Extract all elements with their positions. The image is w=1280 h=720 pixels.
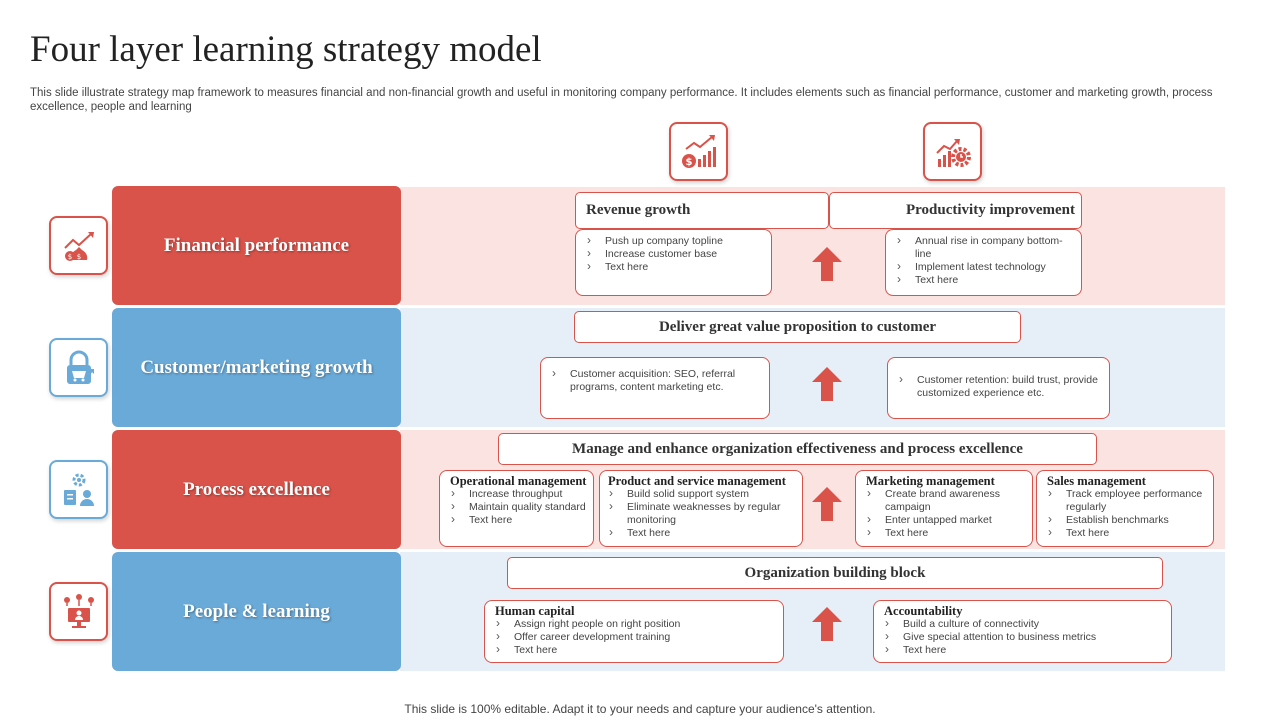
up-arrow-icon: [812, 607, 842, 641]
customer-value-header: Deliver great value proposition to customer: [574, 311, 1021, 343]
human-capital-box: [484, 600, 784, 663]
list-item: › Text here: [1047, 527, 1207, 540]
money-bag-growth-icon: [49, 216, 108, 275]
operational-management-box: [439, 470, 594, 547]
list-item: › Text here: [884, 644, 1163, 657]
list-item: › Text here: [495, 644, 775, 657]
up-arrow-icon: [812, 487, 842, 521]
layer-people-learning: People & learning: [112, 552, 401, 671]
list-item: › Enter untapped market: [866, 514, 1026, 527]
list-item: › Implement latest technology: [896, 261, 1071, 274]
organization-building-header: Organization building block: [507, 557, 1163, 589]
layer-financial-performance: Financial performance: [112, 186, 401, 305]
list-item: › Establish benchmarks: [1047, 514, 1207, 527]
box-title: Accountability: [884, 604, 963, 618]
list-item: › Eliminate weaknesses by regular monitoring: [608, 501, 796, 527]
sales-management-box: [1036, 470, 1214, 547]
list-item: › Text here: [586, 261, 761, 274]
process-team-icon: [49, 460, 108, 519]
box-title: Marketing management: [866, 474, 995, 488]
svg-text:$: $: [67, 252, 72, 261]
page-subtitle: This slide illustrate strategy map framework to measures financial and non-financial growth and useful in monitoring company performance. It includes elements such as financial performance, customer and marketing growth, process excellence, people and learning: [30, 87, 1213, 113]
list-item: › Push up company topline: [586, 235, 761, 248]
list-item: › Create brand awareness campaign: [866, 488, 1026, 514]
svg-text:$: $: [685, 156, 692, 168]
list-item: › Maintain quality standard: [450, 501, 587, 514]
locked-cart-icon: [49, 338, 108, 397]
revenue-growth-header: Revenue growth: [575, 192, 829, 229]
productivity-improvement-items: [885, 229, 1082, 296]
box-title: Sales management: [1047, 474, 1146, 488]
page-title: Four layer learning strategy model: [30, 29, 542, 70]
list-item: › Customer acquisition: SEO, referral programs, content marketing etc.: [551, 368, 759, 394]
list-item: › Track employee performance regularly: [1047, 488, 1207, 514]
up-arrow-icon: [812, 367, 842, 401]
list-item: › Text here: [896, 274, 1071, 287]
list-item: › Increase throughput: [450, 488, 587, 501]
list-item: › Build solid support system: [608, 488, 796, 501]
productivity-improvement-header: Productivity improvement: [829, 192, 1082, 229]
revenue-growth-icon: [669, 122, 728, 181]
revenue-growth-items: [575, 229, 772, 296]
list-item: › Build a culture of connectivity: [884, 618, 1163, 631]
list-item: › Offer career development training: [495, 631, 775, 644]
box-title: Operational management: [450, 474, 587, 488]
productivity-gear-icon: [923, 122, 982, 181]
list-item: › Increase customer base: [586, 248, 761, 261]
list-item: › Give special attention to business metrics: [884, 631, 1163, 644]
box-title: Human capital: [495, 604, 575, 618]
list-item: › Text here: [450, 514, 587, 527]
marketing-management-box: [855, 470, 1033, 547]
up-arrow-icon: [812, 247, 842, 281]
accountability-box: [873, 600, 1172, 663]
list-item: › Assign right people on right position: [495, 618, 775, 631]
customer-retention-box: [887, 357, 1110, 419]
product-service-management-box: [599, 470, 803, 547]
connected-learning-icon: [49, 582, 108, 641]
layer-customer-marketing-growth: Customer/marketing growth: [112, 308, 401, 427]
svg-text:$: $: [76, 252, 81, 261]
box-title: Product and service management: [608, 474, 786, 488]
list-item: › Annual rise in company bottom-line: [896, 235, 1071, 261]
footer-note: This slide is 100% editable. Adapt it to your needs and capture your audience's attention.: [404, 702, 876, 716]
customer-acquisition-box: [540, 357, 770, 419]
list-item: › Text here: [608, 527, 796, 540]
layer-process-excellence: Process excellence: [112, 430, 401, 549]
list-item: › Customer retention: build trust, provide customized experience etc.: [898, 374, 1099, 400]
process-excellence-header: Manage and enhance organization effectiveness and process excellence: [498, 433, 1097, 465]
list-item: › Text here: [866, 527, 1026, 540]
